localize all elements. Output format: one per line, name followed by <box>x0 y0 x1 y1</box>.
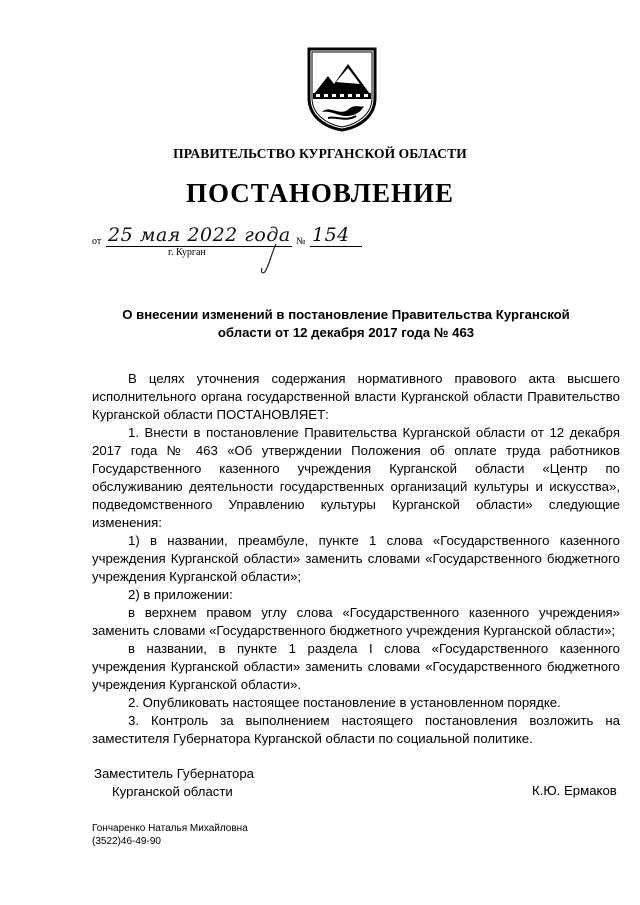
from-label: от <box>92 236 102 247</box>
executor-name: Гончаренко Наталья Михайловна <box>92 823 248 834</box>
paragraph-change-1: в верхнем правом углу слова «Государственного казенного учреждения» заменить словами «Государственного бюджетного учреждения Курганской области»; <box>92 605 620 638</box>
signatory-title-line-2: Курганской области <box>112 784 233 799</box>
subject-line-1: О внесении изменений в постановление Правительства Курганской <box>122 307 570 322</box>
paragraph-preamble: В целях уточнения содержания нормативного правового акта высшего исполнительного органа государственной власти Курганской области Правительство Курганской области ПОСТАНОВЛЯЕТ: <box>92 371 620 422</box>
paragraph-change-2: в названии, в пункте 1 раздела I слова «Государственного казенного учреждения Курганской области» заменить словами «Государственного бюджетного учреждения Курганской области». <box>92 641 620 692</box>
paragraph-item-2: 2. Опубликовать настоящее постановление в установленном порядке. <box>128 695 561 710</box>
executor-phone: (3522)46-49-90 <box>92 836 161 847</box>
signatory-name: К.Ю. Ермаков <box>532 783 617 798</box>
document-subject <box>96 306 596 342</box>
signatory-title <box>94 765 254 801</box>
paragraph-subitem-2: 2) в приложении: <box>128 587 233 602</box>
paragraph-subitem-1: 1) в названии, преамбуле, пункте 1 слова «Государственного казенного учреждения Курганской области» заменить словами «Государственного бюджетного учреждения Курганской области»; <box>92 533 620 584</box>
handwritten-date: 25 мая 2022 года <box>108 224 291 246</box>
paragraph-item-3: 3. Контроль за выполнением настоящего постановления возложить на заместителя Губернатора Курганской области по социальной политике. <box>92 713 620 746</box>
city-label: г. Курган <box>168 247 206 258</box>
document-type-title: ПОСТАНОВЛЕНИЕ <box>185 178 455 208</box>
coat-of-arms-emblem <box>306 46 378 132</box>
handwritten-stroke <box>256 242 280 276</box>
paragraph-item-1: 1. Внести в постановление Правительства Курганской области от 12 декабря 2017 года № 463 «Об утверждении Положения об оплате труда работников Государственного казенного учреждения Курганской области «Центр по обслуживанию деятельности государственных организаций культуры и искусства», подведомственного Управлению культуры Курганской области» следующие изменения: <box>92 425 620 530</box>
number-label: № <box>296 236 306 247</box>
handwritten-number: 154 <box>312 224 350 246</box>
government-name: ПРАВИТЕЛЬСТВО КУРГАНСКОЙ ОБЛАСТИ <box>173 146 467 161</box>
subject-line-2: области от 12 декабря 2017 года № 463 <box>217 325 475 340</box>
date-number-line <box>92 224 372 274</box>
document-body <box>92 370 620 748</box>
executor-info <box>92 822 248 848</box>
signatory-title-line-1: Заместитель Губернатора <box>94 766 255 781</box>
number-underline <box>310 246 362 247</box>
